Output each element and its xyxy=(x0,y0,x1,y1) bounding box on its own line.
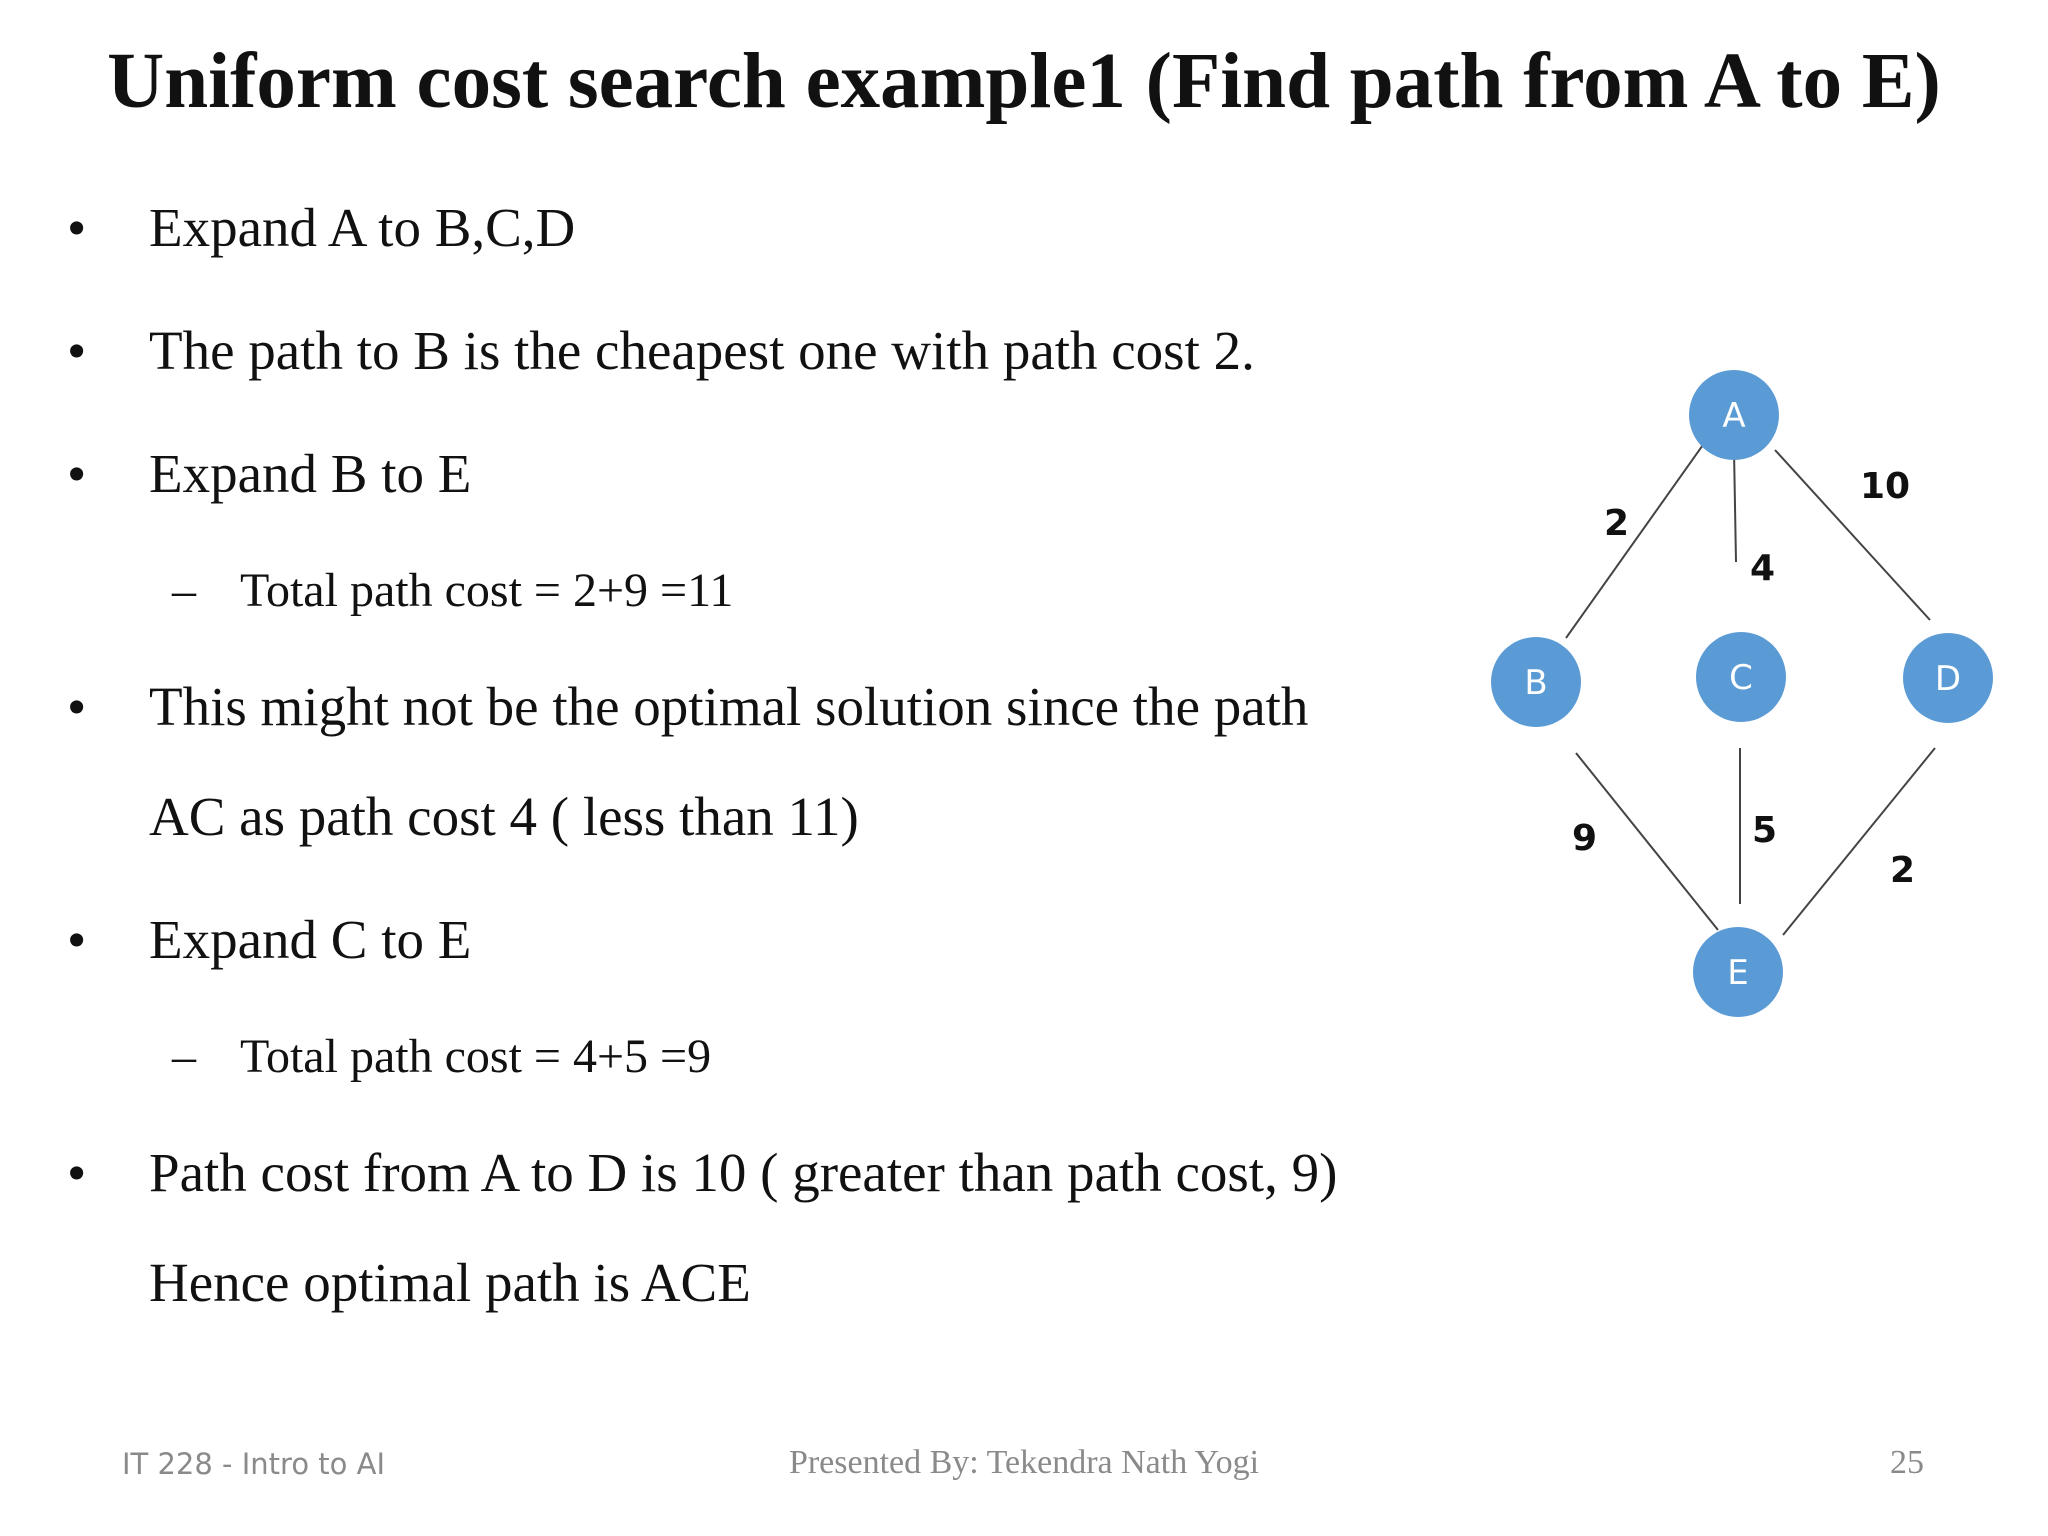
edge-b-e xyxy=(1576,753,1718,930)
bullet-text: Expand C to E xyxy=(149,909,472,970)
graph-node-a xyxy=(1689,370,1779,460)
slide-title: Uniform cost search example1 (Find path from A to E) xyxy=(107,38,1941,125)
bullet-continuation: Hence optimal path is ACE xyxy=(149,1252,751,1313)
bullet-text: This might not be the optimal solution since the path xyxy=(149,676,1309,737)
edge-a-c xyxy=(1734,450,1736,562)
node-label: B xyxy=(1524,663,1548,703)
edge-cost-a-b: 2 xyxy=(1604,503,1630,544)
node-label: A xyxy=(1722,396,1746,436)
graph-node-d xyxy=(1903,633,1993,723)
bullet-item xyxy=(67,193,576,263)
dash-marker: – xyxy=(172,1030,196,1083)
edge-cost-c-e: 5 xyxy=(1752,810,1778,851)
bullet-text: The path to B is the cheapest one with path cost 2. xyxy=(149,320,1255,381)
bullet-item xyxy=(67,672,1309,742)
sub-bullet-text: Total path cost = 2+9 =11 xyxy=(240,564,734,617)
footer-course: IT 228 - Intro to AI xyxy=(122,1447,386,1481)
sub-bullet-item xyxy=(172,560,734,622)
bullet-text: Expand B to E xyxy=(149,443,472,504)
bullet-marker: • xyxy=(67,909,87,970)
bullet-marker: • xyxy=(67,676,87,737)
bullet-continuation: AC as path cost 4 ( less than 11) xyxy=(149,786,859,847)
graph-node-b xyxy=(1491,637,1581,727)
footer-page-number: 25 xyxy=(1890,1444,1924,1481)
search-graph-diagram xyxy=(1460,330,2020,1090)
bullet-text: Expand A to B,C,D xyxy=(149,197,576,258)
footer-presenter: Presented By: Tekendra Nath Yogi xyxy=(788,1444,1260,1481)
node-label: C xyxy=(1729,658,1753,698)
edge-cost-d-e: 2 xyxy=(1890,850,1916,891)
graph-node-c xyxy=(1696,632,1786,722)
sub-bullet-text: Total path cost = 4+5 =9 xyxy=(240,1030,712,1083)
bullet-marker: • xyxy=(67,443,87,504)
bullet-item xyxy=(67,439,472,509)
bullet-text: Path cost from A to D is 10 ( greater than path cost, 9) xyxy=(149,1142,1338,1203)
graph-nodes xyxy=(1491,370,1993,1017)
node-label: E xyxy=(1727,953,1749,993)
bullet-item xyxy=(67,316,1255,386)
sub-bullet-item xyxy=(172,1026,712,1088)
graph-node-e xyxy=(1693,927,1783,1017)
edge-cost-b-e: 9 xyxy=(1572,818,1598,859)
node-label: D xyxy=(1934,659,1962,699)
bullet-item xyxy=(67,1138,1338,1208)
bullet-marker: • xyxy=(67,320,87,381)
bullet-marker: • xyxy=(67,1142,87,1203)
dash-marker: – xyxy=(172,564,196,617)
bullet-marker: • xyxy=(67,197,87,258)
bullet-item xyxy=(67,905,472,975)
edge-cost-a-c: 4 xyxy=(1750,548,1776,589)
edge-d-e xyxy=(1783,748,1935,935)
edge-cost-a-d: 10 xyxy=(1860,466,1911,507)
